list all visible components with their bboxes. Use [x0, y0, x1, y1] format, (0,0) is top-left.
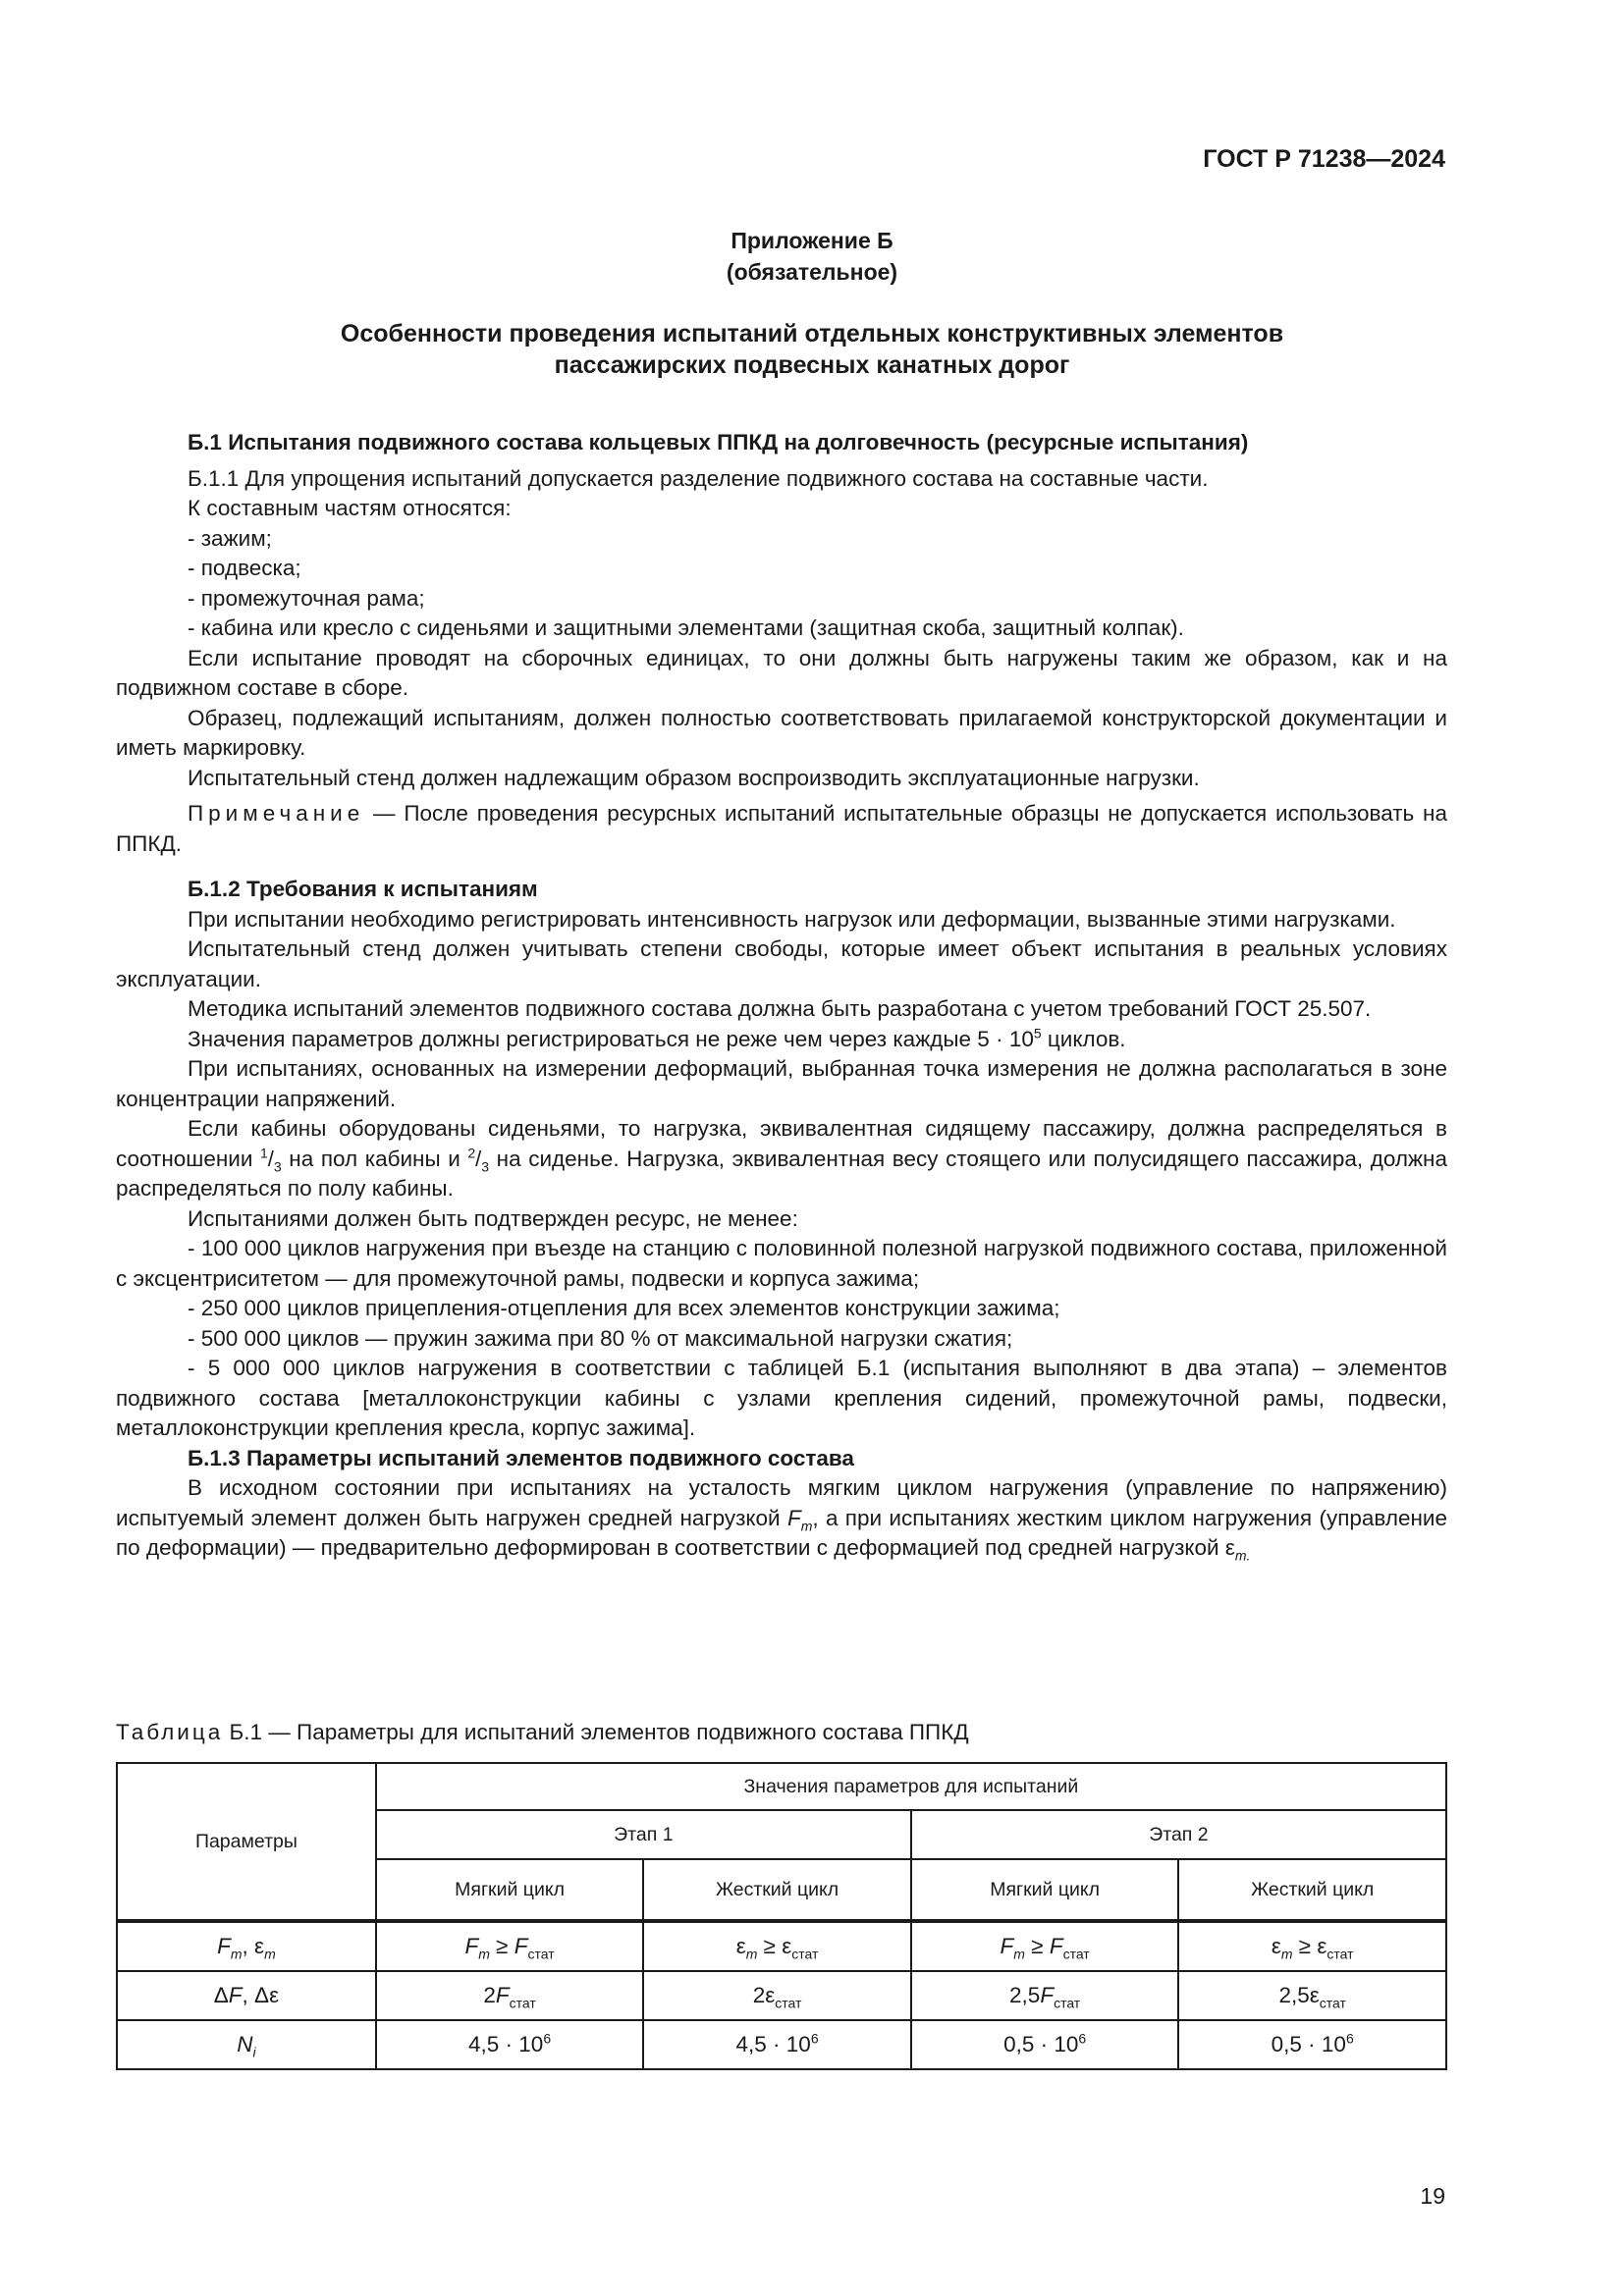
- subscript: m: [230, 1946, 243, 1962]
- paragraph: Испытательный стенд должен учитывать степени свободы, которые имеет объект испытания в реальных условиях эксплуатации.: [116, 936, 1447, 991]
- symbol: F: [514, 1934, 528, 1958]
- document-title-line-2: пассажирских подвесных канатных дорог: [554, 351, 1070, 379]
- subscript: стат: [775, 1995, 802, 2011]
- paragraph: Испытательный стенд должен надлежащим образом воспроизводить эксплуатационные нагрузки.: [188, 765, 1200, 790]
- coefficient: 2,5: [1009, 1983, 1041, 2007]
- table-cell: [376, 2020, 643, 2069]
- note-text: — После проведения ресурсных испытаний испытательные образцы не допускается использовать на ППКД.: [116, 801, 1447, 856]
- subscript: m: [264, 1946, 276, 1962]
- exponent: 6: [1078, 2030, 1087, 2047]
- table-row: [117, 2020, 1446, 2069]
- document-title-line-1: Особенности проведения испытаний отдельных конструктивных элементов: [340, 320, 1284, 347]
- coefficient: 2: [752, 1983, 766, 2007]
- text-run: на пол кабины и: [281, 1146, 468, 1171]
- separator: ,: [242, 1934, 255, 1958]
- value: 4,5 · 10: [735, 2032, 811, 2056]
- header-hard-cycle: Жесткий цикл: [1178, 1859, 1446, 1921]
- text-run: циклов.: [1041, 1026, 1126, 1051]
- list-item: - 100 000 циклов нагружения при въезде на станцию с половинной полезной нагрузкой подвижного состава, приложенной с эксцентриситетом — для промежуточной рамы, подвески и корпуса зажима;: [116, 1236, 1447, 1291]
- header-stage-2: Этап 2: [911, 1810, 1446, 1859]
- subscript: m: [800, 1518, 813, 1533]
- table-row: [117, 1971, 1446, 2020]
- section-heading-b12: Б.1.2 Требования к испытаниям: [188, 877, 538, 901]
- table-cell: [1178, 1971, 1446, 2020]
- parameters-table: [116, 1762, 1447, 2070]
- operator: ≥: [757, 1934, 783, 1958]
- exponent: 6: [810, 2030, 819, 2047]
- list-item: - 500 000 циклов — пружин зажима при 80 % от максимальной нагрузки сжатия;: [188, 1325, 1013, 1351]
- text-run: , а при испытаниях жестким циклом нагружения (управление по деформации) — предварительно деформирован в соответствии с деформацией под средней нагрузкой: [116, 1505, 1447, 1560]
- section-heading-b1: Б.1 Испытания подвижного состава кольцевых ППКД на долговечность (ресурсные испытания): [188, 430, 1249, 454]
- symbol: ε: [1271, 1934, 1281, 1958]
- subscript: m.: [1234, 1547, 1251, 1564]
- symbol: F: [786, 1505, 801, 1530]
- table-cell: [911, 1971, 1179, 2020]
- paragraph: Б.1.1 Для упрощения испытаний допускается разделение подвижного состава на составные части.: [188, 465, 1209, 491]
- list-item: - 5 000 000 циклов нагружения в соответствии с таблицей Б.1 (испытания выполняют в два этапа) – элементов подвижного состава [металлоконструкции кабины с узлами крепления сидений, промежуточной рамы, подвески, металлоконструкции крепления кресла, корпус зажима].: [116, 1356, 1447, 1440]
- subscript: стат: [1054, 1995, 1081, 2011]
- text-run: на сиденье. Нагрузка, эквивалентная весу стоящего или полусидящего пассажира, должна распределяться по полу кабины.: [116, 1146, 1447, 1201]
- exponent: 5: [1033, 1025, 1042, 1041]
- page-number: 19: [1420, 2183, 1445, 2209]
- paragraph: Если кабины оборудованы сиденьями, то нагрузка, эквивалентная сидящему пассажиру, должна распределяться в соотношении $^1/_3$ на пол кабины и $^2/_3$ на сиденье. Нагрузка, эквивалентная весу стоящего или полусидящего пассажира, должна распределяться по полу кабины.: [116, 1116, 1447, 1201]
- table-cell: [117, 1971, 376, 2020]
- subscript: стат: [791, 1946, 819, 1962]
- table-caption-text: Б.1 — Параметры для испытаний элементов подвижного состава ППКД: [223, 1720, 969, 1744]
- fraction-denominator: 3: [481, 1158, 490, 1174]
- subscript: стат: [1326, 1946, 1354, 1962]
- symbol: F: [228, 1983, 243, 2007]
- table-cell: [376, 1971, 643, 2020]
- table-row: [117, 1921, 1446, 1971]
- table-cell: [643, 1971, 911, 2020]
- fraction-numerator: 2: [467, 1145, 476, 1160]
- paragraph: При испытаниях, основанных на измерении деформаций, выбранная точка измерения не должна располагаться в зоне концентрации напряжений.: [116, 1056, 1447, 1111]
- note: [116, 799, 1447, 859]
- annex-status: (обязательное): [726, 259, 898, 285]
- list-item: - промежуточная рама;: [188, 585, 425, 611]
- annex-title: Приложение Б: [731, 228, 893, 253]
- symbol: F: [1000, 1934, 1014, 1958]
- symbol: ε: [735, 1934, 746, 1958]
- value: 0,5 · 10: [1271, 2032, 1346, 2056]
- paragraph: При испытании необходимо регистрировать интенсивность нагрузок или деформации, вызванные этими нагрузками.: [188, 906, 1396, 932]
- symbol: ε: [1309, 1983, 1320, 2007]
- operator: ≥: [1292, 1934, 1318, 1958]
- symbol: ε: [782, 1934, 792, 1958]
- subscript: стат: [509, 1995, 536, 2011]
- table-caption: [116, 1720, 969, 1745]
- text-run: В исходном состоянии при испытаниях на усталость мягким циклом нагружения (управление по напряжению) испытуемый элемент должен быть нагружен средней нагрузкой: [116, 1475, 1447, 1530]
- exponent: 6: [1345, 2030, 1354, 2047]
- header-stage-1: Этап 1: [376, 1810, 911, 1859]
- table-cell: [643, 2020, 911, 2069]
- document-code: ГОСТ Р 71238—2024: [1203, 145, 1445, 173]
- paragraph: [116, 1025, 1447, 1055]
- text-run: Значения параметров должны регистрироваться не реже чем через каждые 5 · 10: [188, 1026, 1034, 1051]
- subscript: стат: [1319, 1995, 1346, 2011]
- symbol: ε: [765, 1983, 776, 2007]
- text-run: Если кабины оборудованы сиденьями, то нагрузка, эквивалентная сидящему пассажиру, должна распределяться в соотношении: [116, 1116, 1447, 1171]
- list-item: - 250 000 циклов прицепления-отцепления для всех элементов конструкции зажима;: [188, 1296, 1060, 1320]
- paragraph: Методика испытаний элементов подвижного состава должна быть разработана с учетом требований ГОСТ 25.507.: [188, 996, 1372, 1021]
- symbol: F: [464, 1934, 479, 1958]
- table-caption-label: Таблица: [116, 1720, 224, 1744]
- table-cell: [376, 1921, 643, 1971]
- list-item: - зажим;: [188, 525, 272, 551]
- table-cell: [1178, 2020, 1446, 2069]
- subscript: стат: [1062, 1946, 1090, 1962]
- symbol: F: [1049, 1934, 1063, 1958]
- fraction-numerator: 1: [260, 1145, 268, 1160]
- subscript: i: [252, 2044, 256, 2060]
- table-cell: [911, 2020, 1179, 2069]
- paragraph: [116, 1473, 1447, 1564]
- operator: ≥: [1024, 1934, 1050, 1958]
- symbol: F: [495, 1983, 510, 2007]
- symbol: Δ: [254, 1983, 270, 2007]
- coefficient: 2: [483, 1983, 496, 2007]
- section-heading-b13: Б.1.3 Параметры испытаний элементов подвижного состава: [188, 1445, 854, 1470]
- subscript: m: [1280, 1946, 1293, 1962]
- subscript: m: [478, 1946, 490, 1962]
- note-label: Примечание: [188, 801, 365, 826]
- header-params: Параметры: [117, 1763, 376, 1921]
- symbol: F: [1040, 1983, 1055, 2007]
- table-cell: [1178, 1921, 1446, 1971]
- symbol: Δ: [213, 1983, 229, 2007]
- header-soft-cycle: Мягкий цикл: [376, 1859, 643, 1921]
- exponent: 6: [543, 2030, 552, 2047]
- paragraph: Образец, подлежащий испытаниям, должен полностью соответствовать прилагаемой конструкторской документации и иметь маркировку.: [116, 705, 1447, 760]
- paragraph: Если испытание проводят на сборочных единицах, то они должны быть нагружены таким же образом, как и на подвижном составе в сборе.: [116, 645, 1447, 700]
- subscript: стат: [527, 1946, 555, 1962]
- subscript: m: [1013, 1946, 1025, 1962]
- table-cell: [911, 1921, 1179, 1971]
- symbol: ε: [269, 1983, 280, 2007]
- table-cell: [117, 2020, 376, 2069]
- header-soft-cycle: Мягкий цикл: [911, 1859, 1179, 1921]
- table-cell: [117, 1921, 376, 1971]
- header-hard-cycle: Жесткий цикл: [643, 1859, 911, 1921]
- value: 0,5 · 10: [1003, 2032, 1079, 2056]
- symbol: ε: [1224, 1535, 1235, 1560]
- list-item: - подвеска;: [188, 556, 301, 580]
- subscript: m: [745, 1946, 758, 1962]
- symbol: ε: [1317, 1934, 1327, 1958]
- paragraph: Испытаниями должен быть подтвержден ресурс, не менее:: [188, 1205, 798, 1231]
- list-item: - кабина или кресло с сиденьями и защитными элементами (защитная скоба, защитный колпак).: [188, 615, 1184, 640]
- coefficient: 2,5: [1278, 1983, 1310, 2007]
- header-values: Значения параметров для испытаний: [376, 1763, 1446, 1810]
- symbol: F: [217, 1934, 231, 1958]
- symbol: N: [237, 2032, 253, 2056]
- separator: ,: [242, 1983, 255, 2007]
- symbol: ε: [254, 1934, 265, 1958]
- table-cell: [643, 1921, 911, 1971]
- operator: ≥: [489, 1934, 514, 1958]
- document-body: [116, 428, 1447, 1564]
- value: 4,5 · 10: [468, 2032, 544, 2056]
- paragraph: К составным частям относятся:: [188, 496, 512, 520]
- fraction-denominator: 3: [273, 1158, 282, 1174]
